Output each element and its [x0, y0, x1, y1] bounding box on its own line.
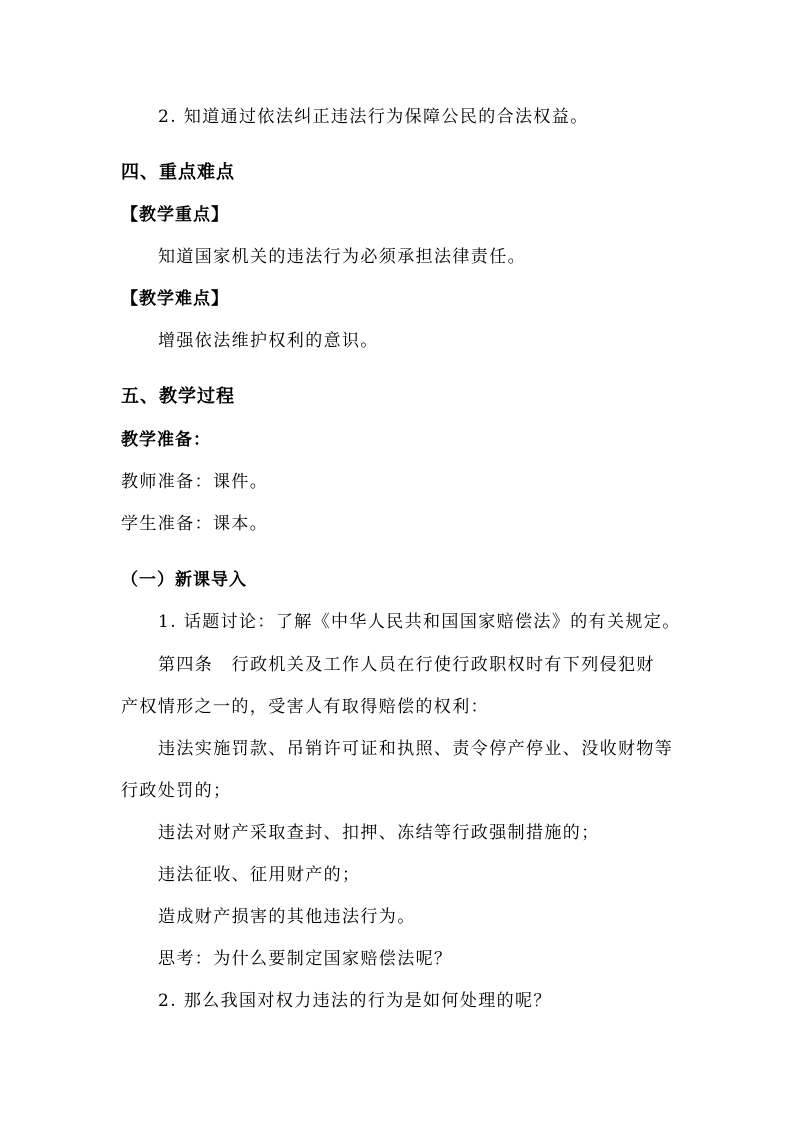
section-4-title: 四、重点难点 [121, 162, 235, 183]
article-4-line-2: 产权情形之一的，受害人有取得赔偿的权利： [121, 697, 489, 717]
difficulty-label: 【教学难点】 [121, 289, 229, 309]
item-1-line-1: 违法实施罚款、吊销许可证和执照、责令停产停业、没收财物等 [158, 739, 674, 759]
objective-2: 2. 知道通过依法纠正违法行为保障公民的合法权益。 [158, 107, 589, 127]
item-2: 违法对财产采取查封、扣押、冻结等行政强制措施的； [158, 823, 600, 843]
teacher-prep: 教师准备：课件。 [121, 472, 269, 492]
item-4: 造成财产损害的其他违法行为。 [158, 907, 416, 927]
part-1-title: （一）新课导入 [121, 570, 247, 590]
item-1-line-2: 行政处罚的； [121, 781, 232, 801]
question-2: 2. 那么我国对权力违法的行为是如何处理的呢？ [158, 991, 552, 1011]
article-4-line-1: 第四条 行政机关及工作人员在行使行政职权时有下列侵犯财 [158, 655, 655, 675]
think: 思考：为什么要制定国家赔偿法呢？ [158, 949, 453, 969]
section-5-title: 五、教学过程 [121, 386, 235, 407]
key-point-label: 【教学重点】 [121, 205, 229, 225]
prep-label: 教学准备： [121, 430, 211, 450]
difficulty-text: 增强依法维护权利的意识。 [158, 331, 379, 351]
key-point-text: 知道国家机关的违法行为必须承担法律责任。 [158, 247, 526, 267]
student-prep: 学生准备：课本。 [121, 514, 269, 534]
topic-discussion: 1. 话题讨论：了解《中华人民共和国国家赔偿法》的有关规定。 [158, 612, 681, 632]
item-3: 违法征收、征用财产的； [158, 865, 361, 885]
